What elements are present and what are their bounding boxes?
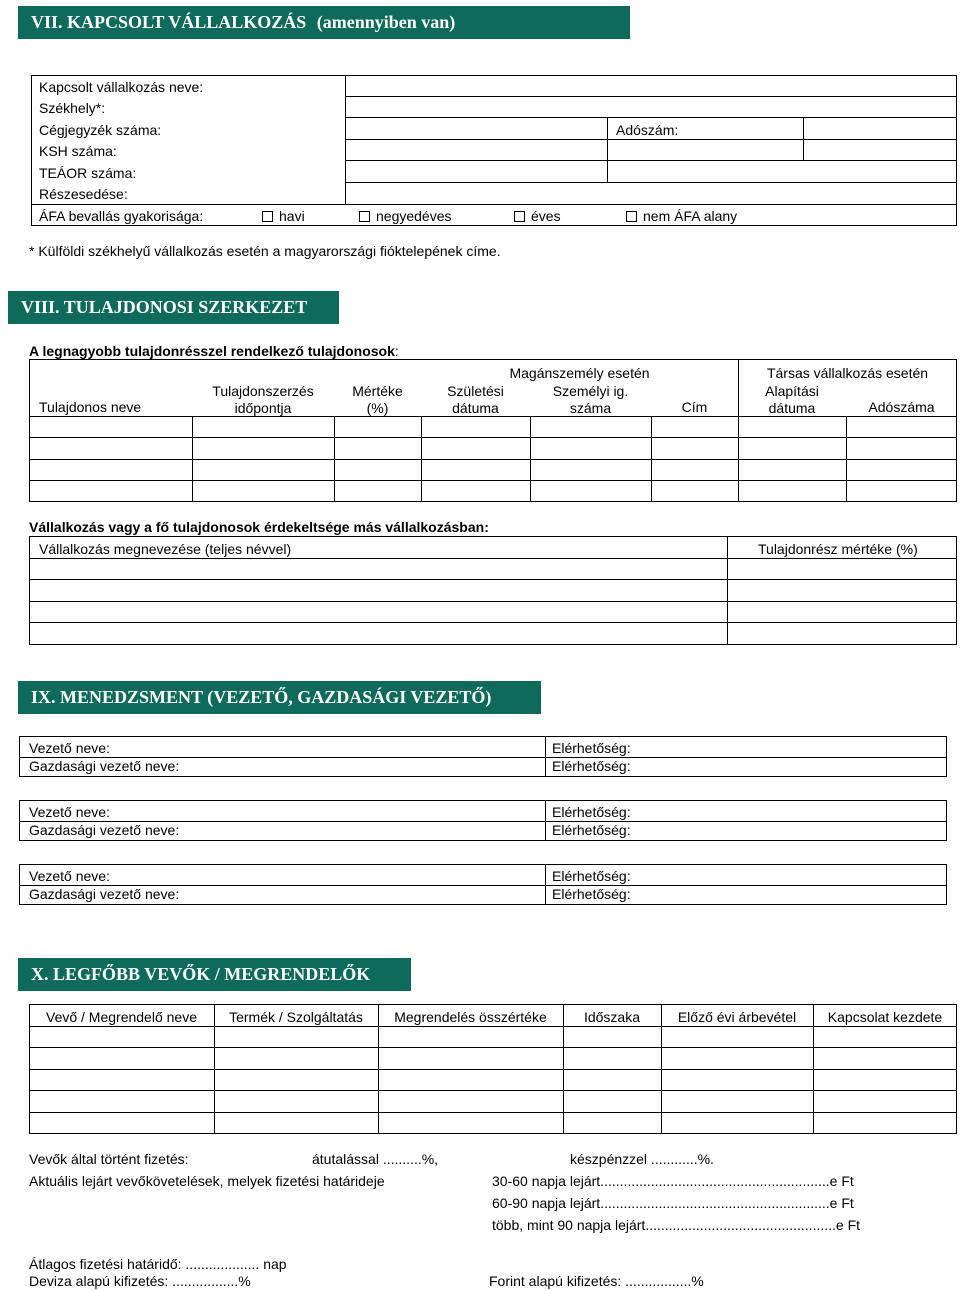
- huf-payment: Forint alapú kifizetés: .................%: [489, 1273, 704, 1289]
- vat-option-monthly[interactable]: havi: [262, 208, 305, 224]
- payment-transfer: átutalással ..........%,: [312, 1151, 439, 1167]
- manager-name-label: Vezető neve:: [29, 740, 110, 756]
- teaor-label: TEÁOR száma:: [39, 165, 137, 181]
- tax-number-label: Adószám:: [616, 122, 679, 138]
- payment-label: Vevők által történt fizetés:: [29, 1151, 189, 1167]
- col-id-number: Személyi ig. száma: [552, 383, 629, 416]
- overdue-label: Aktuális lejárt vevőkövetelések, melyek fizetési határideje: [29, 1173, 385, 1189]
- contact-label: Elérhetőség:: [552, 868, 631, 884]
- col-share-ratio: Tulajdonrész mértéke (%): [758, 541, 918, 557]
- col-order-total: Megrendelés összértéke: [394, 1009, 547, 1025]
- ksh-label: KSH száma:: [39, 143, 117, 159]
- fin-manager-name-label: Gazdasági vezető neve:: [29, 758, 180, 774]
- col-ratio: Mértéke (%): [352, 383, 403, 416]
- col-tax-number: Adószáma: [868, 399, 935, 415]
- contact-label: Elérhetőség:: [552, 822, 631, 838]
- fin-manager-name-label: Gazdasági vezető neve:: [29, 886, 180, 902]
- col-owner-name: Tulajdonos neve: [39, 399, 142, 415]
- section7-title: VII. KAPCSOLT VÁLLALKOZÁS: [31, 12, 307, 32]
- section9-header: IX. MENEDZSMENT (VEZETŐ, GAZDASÁGI VEZETŐ): [18, 681, 541, 714]
- overdue-30-60: 30-60 napja lejárt...........................................................e Ft: [492, 1173, 854, 1189]
- related-company-name-label: Kapcsolt vállalkozás neve:: [39, 79, 204, 95]
- foreign-seat-footnote: * Külföldi székhelyű vállalkozás esetén a magyarországi fióktelepének címe.: [29, 243, 501, 259]
- fx-payment: Deviza alapú kifizetés: .................%: [29, 1273, 251, 1289]
- vat-frequency-label: ÁFA bevallás gyakorisága:: [39, 208, 204, 224]
- interest-heading: Vállalkozás vagy a fő tulajdonosok érdekeltsége más vállalkozásban:: [29, 519, 489, 535]
- col-acquisition-date: Tulajdonszerzés időpontja: [212, 383, 314, 416]
- col-birth-date: Születési dátuma: [447, 383, 504, 416]
- checkbox-icon[interactable]: [359, 211, 370, 222]
- vat-option-yearly[interactable]: éves: [514, 208, 561, 224]
- col-founding-date: Alapítási dátuma: [765, 383, 819, 416]
- checkbox-icon[interactable]: [262, 211, 273, 222]
- overdue-90: több, mint 90 napja lejárt.................................................e Ft: [492, 1217, 861, 1233]
- col-group-company: Társas vállalkozás esetén: [766, 365, 929, 381]
- col-relationship-start: Kapcsolat kezdete: [827, 1009, 943, 1025]
- section10-header: X. LEGFŐBB VEVŐK / MEGRENDELŐK: [18, 958, 411, 991]
- contact-label: Elérhetőség:: [552, 758, 631, 774]
- col-prev-revenue: Előző évi árbevétel: [677, 1009, 797, 1025]
- average-payment-term: Átlagos fizetési határidő: ................... nap: [29, 1256, 287, 1272]
- col-period: Időszaka: [583, 1009, 641, 1025]
- col-company-name: Vállalkozás megnevezése (teljes névvel): [39, 541, 292, 557]
- section8-header: VIII. TULAJDONOSI SZERKEZET: [8, 291, 339, 324]
- contact-label: Elérhetőség:: [552, 886, 631, 902]
- payment-cash: készpénzzel ............%.: [570, 1151, 714, 1167]
- seat-label: Székhely*:: [39, 100, 106, 116]
- col-group-private-person: Magánszemély esetén: [509, 365, 650, 381]
- owners-heading: A legnagyobb tulajdonrésszel rendelkező tulajdonosok:: [29, 343, 399, 359]
- section7-header: [18, 6, 630, 39]
- manager-name-label: Vezető neve:: [29, 804, 110, 820]
- checkbox-icon[interactable]: [514, 211, 525, 222]
- share-label: Részesedése:: [39, 186, 128, 202]
- vat-option-quarterly[interactable]: negyedéves: [359, 208, 452, 224]
- company-reg-label: Cégjegyzék száma:: [39, 122, 162, 138]
- col-product-service: Termék / Szolgáltatás: [229, 1009, 363, 1025]
- manager-name-label: Vezető neve:: [29, 868, 110, 884]
- col-address: Cím: [681, 399, 708, 415]
- contact-label: Elérhetőség:: [552, 740, 631, 756]
- section7-title-suffix: (amennyiben van): [316, 12, 456, 32]
- overdue-60-90: 60-90 napja lejárt...........................................................e Ft: [492, 1195, 854, 1211]
- vat-option-not-subject[interactable]: nem ÁFA alany: [626, 208, 737, 224]
- col-customer-name: Vevő / Megrendelő neve: [46, 1009, 197, 1025]
- checkbox-icon[interactable]: [626, 211, 637, 222]
- fin-manager-name-label: Gazdasági vezető neve:: [29, 822, 180, 838]
- contact-label: Elérhetőség:: [552, 804, 631, 820]
